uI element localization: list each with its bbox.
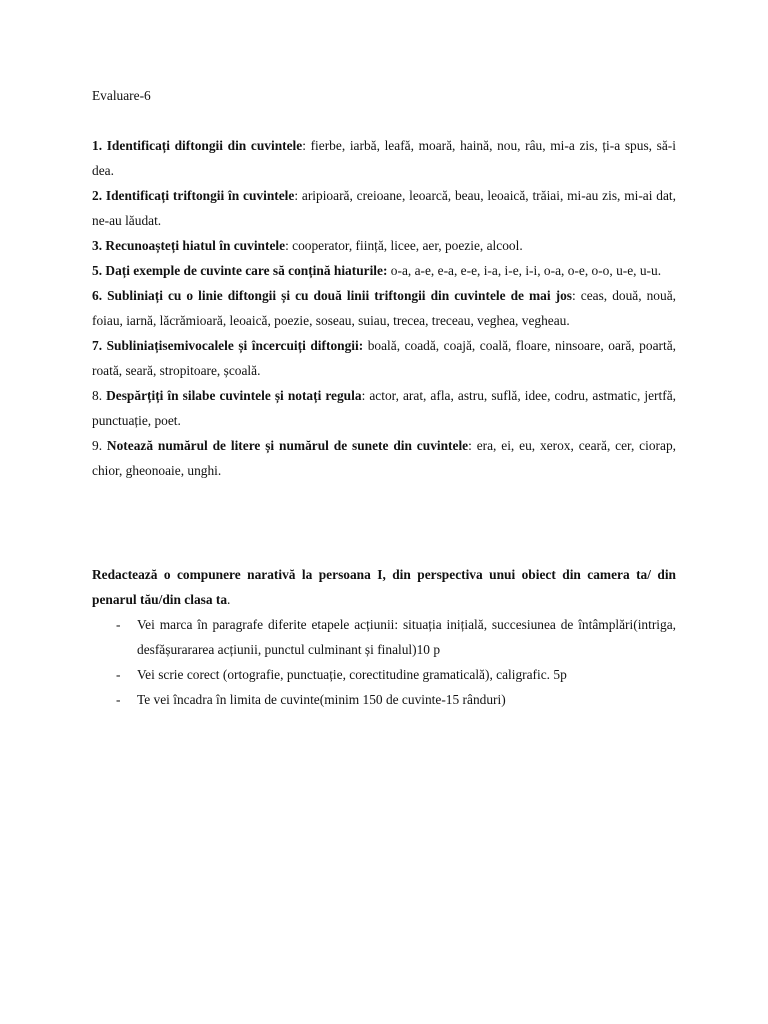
composition-heading xyxy=(92,562,676,612)
composition-task xyxy=(92,562,676,712)
dash-bullet: - xyxy=(116,692,121,707)
exercise-item xyxy=(92,233,676,258)
item-instruction: Identificați diftongii din cuvintele xyxy=(106,138,303,153)
item-words: : aripioară, creioane, leoarcă, beau, leoaică, trăiai, mi-au zis, mi-ai dat, ne-au lăudat. xyxy=(92,188,676,228)
item-words: o-a, a-e, e-a, e-e, i-a, i-e, i-i, o-a, o-e, o-o, u-e, u-u. xyxy=(387,263,662,278)
requirement-item xyxy=(92,687,676,712)
item-instruction: Dați exemple de cuvinte care să conțină hiaturile: xyxy=(105,263,388,278)
item-words: : actor, arat, afla, astru, suflă, idee, codru, astmatic, jertfă, punctuație, poet. xyxy=(92,388,676,428)
item-number: 1. xyxy=(92,138,103,153)
item-words: boală, coadă, coajă, coală, floare, ninsoare, oară, poartă, roată, seară, stropitoare, școală. xyxy=(92,338,676,378)
item-number: 9. xyxy=(92,438,103,453)
exercise-item xyxy=(92,383,676,433)
requirement-item xyxy=(92,662,676,687)
dash-bullet: - xyxy=(116,617,121,632)
exercise-item xyxy=(92,133,676,183)
item-instruction: Subliniațisemivocalele și încercuiți diftongii: xyxy=(106,338,364,353)
item-words: : cooperator, ființă, licee, aer, poezie, alcool. xyxy=(285,238,523,253)
item-instruction: Subliniați cu o linie diftongii și cu două linii triftongii din cuvintele de mai jos xyxy=(107,288,572,303)
exercise-item xyxy=(92,258,676,283)
item-number: 2. xyxy=(92,188,103,203)
dash-bullet: - xyxy=(116,667,121,682)
exercise-item xyxy=(92,183,676,233)
composition-heading-text: Redactează o compunere narativă la persoana I, din perspectiva unui obiect din camera ta/ din penarul tău/din clasa ta xyxy=(92,567,676,607)
exercise-item xyxy=(92,283,676,333)
requirement-text: Vei marca în paragrafe diferite etapele acțiunii: situația inițială, succesiunea de întâmplări(intriga, desfășurararea acțiunii, punctul culminant și finalul)10 p xyxy=(137,617,676,657)
item-words: : era, ei, eu, xerox, ceară, cer, ciorap, chior, gheonoaie, unghi. xyxy=(92,438,676,478)
item-number: 5. xyxy=(92,263,103,278)
exercise-item xyxy=(92,333,676,383)
requirement-item xyxy=(92,612,676,662)
item-instruction: Despărțiți în silabe cuvintele și notați regula xyxy=(106,388,362,403)
item-number: 3. xyxy=(92,238,103,253)
exercise-list xyxy=(92,133,676,483)
requirement-text: Vei scrie corect (ortografie, punctuație, corectitudine gramaticală), caligrafic. 5p xyxy=(137,667,567,682)
item-words: : fierbe, iarbă, leafă, moară, haină, nou, râu, mi-a zis, ți-a spus, să-i dea. xyxy=(92,138,676,178)
item-instruction: Recunoașteți hiatul în cuvintele xyxy=(105,238,286,253)
composition-requirements xyxy=(92,612,676,712)
item-instruction: Notează numărul de litere și numărul de sunete din cuvintele xyxy=(106,438,469,453)
requirement-text: Te vei încadra în limita de cuvinte(minim 150 de cuvinte-15 rânduri) xyxy=(137,692,506,707)
page-title: Evaluare-6 xyxy=(92,88,151,103)
item-number: 8. xyxy=(92,388,103,403)
item-number: 6. xyxy=(92,288,103,303)
item-words: : ceas, două, nouă, foiau, iarnă, lăcrămioară, leoaică, poezie, soseau, suiau, trecea, treceau, veghea, vegheau. xyxy=(92,288,676,328)
item-number: 7. xyxy=(92,338,103,353)
exercise-item xyxy=(92,433,676,483)
item-instruction: Identificați triftongii în cuvintele xyxy=(105,188,295,203)
composition-heading-period: . xyxy=(227,592,231,607)
